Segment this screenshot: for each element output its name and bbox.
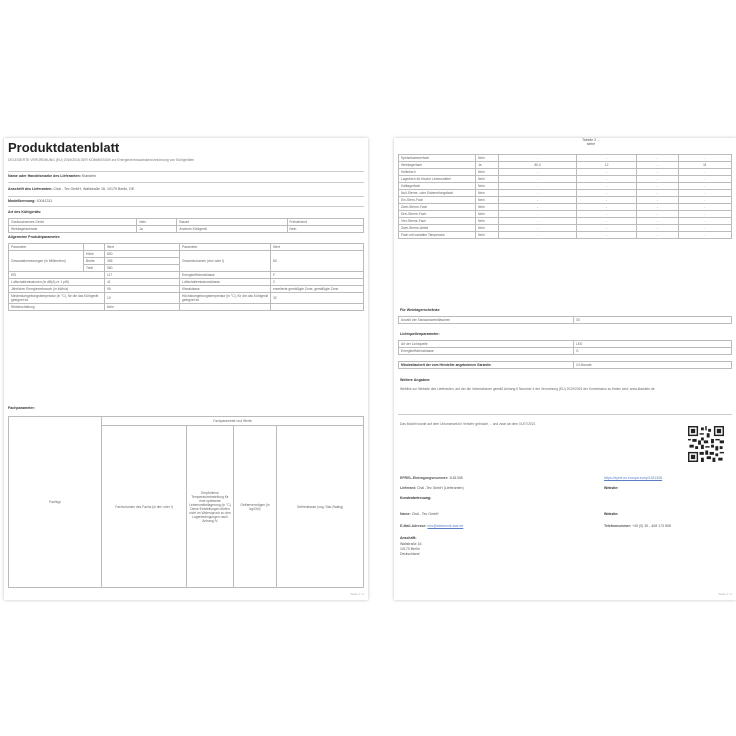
table-cell: Mindestumgebungstemperatur (in °C), für die das Kühlgerät geeignet ist (9, 293, 105, 304)
table-row (399, 211, 732, 218)
table-cell: Klimaklasse (180, 286, 271, 293)
address-label: Anschrift: (400, 536, 417, 540)
table-cell: 117 (105, 272, 180, 279)
table-row (399, 362, 732, 369)
table-cell: - (577, 176, 637, 183)
table-cell: - (499, 218, 577, 225)
table-row (399, 190, 732, 197)
table-cell: Fach mit variabler Temperatur (399, 232, 476, 239)
table-cell: - (499, 204, 577, 211)
address-label: Anschrift des Lieferanten: (8, 187, 53, 191)
address-line: 10179 Berlin (400, 547, 420, 551)
table-cell: Tiefe (84, 265, 105, 272)
table-cell: Weinlagerschrank (9, 226, 137, 233)
table-cell: 800 (105, 251, 180, 258)
phone-label: Telefonnummer: (604, 524, 632, 528)
table-cell: Kellerfach (399, 169, 476, 176)
table-row (399, 169, 732, 176)
table-cell: - (499, 183, 577, 190)
table-row (399, 183, 732, 190)
table-cell: Zwei-Sterne-Abteil (399, 225, 476, 232)
table-cell: - (499, 232, 577, 239)
fach-table (8, 416, 364, 588)
divider (8, 196, 364, 197)
light-heading: Lichtquellenparameter: (400, 332, 440, 336)
table-cell: - (678, 232, 731, 239)
table-cell: - (577, 197, 637, 204)
table-header-cell (84, 244, 105, 251)
table-cell: Nein (476, 218, 499, 225)
table-header-row (9, 417, 364, 426)
table-cell: Null-Sterne- oder Eisbereitungsfach (399, 190, 476, 197)
table-cell: 355 (105, 258, 180, 265)
name-value: Chal - Tec GmbH (411, 512, 439, 516)
table-header-row (9, 244, 364, 251)
table-cell: 10 (105, 293, 180, 304)
table-cell: Lagerfach für frische Lebensmittel (399, 176, 476, 183)
table-cell: Nein (476, 169, 499, 176)
table-header-cell: Wert (105, 244, 180, 251)
table-cell (271, 304, 364, 311)
table-cell: Nein (137, 219, 177, 226)
datasheet-page-2 (394, 138, 736, 600)
table-cell: Energieeffizienzklasse (180, 272, 271, 279)
table-cell: Freistehend (287, 219, 363, 226)
regulation-text: DELEGIERTE VERORDNUNG (EU) 2019/2016 DER KOMMISSION zur Energieverbrauchskennzeichnung von Kühlgeräten (8, 158, 195, 162)
table-cell: - (636, 183, 678, 190)
table-reference: Tabelle 3 ... siehe (582, 138, 600, 146)
table-cell: - (636, 204, 678, 211)
qr-code-icon (688, 426, 724, 462)
table-cell: Nein (476, 197, 499, 204)
table-cell: - (577, 204, 637, 211)
website2-label: Website: (604, 512, 619, 516)
warranty-value: 24 Monate (574, 362, 732, 369)
table-cell: Nein (476, 190, 499, 197)
table-cell: Winterschaltung (9, 304, 105, 311)
compartment-table (398, 154, 732, 239)
address-line: Wallstraße 16 (400, 542, 422, 546)
table-cell: Drei-Sterne-Fach (399, 211, 476, 218)
table-cell: F (271, 272, 364, 279)
type-table (8, 218, 364, 233)
table-cell: Art der Lichtquelle (399, 341, 574, 348)
table-cell: 41 (105, 279, 180, 286)
table-cell: Anzahl der Standardweinflaschen (399, 317, 574, 324)
divider (398, 414, 732, 415)
page-number: Seite 2 / 2 (718, 592, 732, 596)
table-cell: Luftschallemissionen (in dB(A) re 1 pW) (9, 279, 105, 286)
table-cell: Ja (137, 226, 177, 233)
name-row (400, 512, 438, 517)
eprel-value: 1181308 (449, 476, 463, 480)
additional-heading: Weitere Angaben: (400, 378, 431, 382)
table-cell: - (678, 176, 731, 183)
table-cell: 32 (271, 293, 364, 304)
table-cell: - (499, 190, 577, 197)
table-row (399, 162, 732, 169)
supplier-value: Klarstein (81, 174, 96, 178)
table-cell: Ja (476, 162, 499, 169)
table-cell: Höhe (84, 251, 105, 258)
table-header-cell: Fachparameter und Werte (102, 417, 364, 426)
table-cell (180, 304, 271, 311)
table-cell: - (678, 225, 731, 232)
table-header-cell: Parameter (9, 244, 84, 251)
table-cell: 80 (271, 251, 364, 272)
eprel-link[interactable]: https://eprel.ec.europa.eu/qr/1181308 (604, 476, 663, 480)
page-number: Seite 1 / 2 (350, 592, 364, 596)
table-row (399, 348, 732, 355)
table-cell: M (678, 162, 731, 169)
table-cell: Nein (476, 211, 499, 218)
table-cell: Kaltlagerfach (399, 183, 476, 190)
page-title: Produktdatenblatt (8, 140, 120, 155)
table-header-cell: Empfohlene Temperatureinstellung für eine optimierte Lebensmittellagerung (in °C) Diese Einstellungen dürfen nicht im Widerspruch zu den Lagerbedingungen nach Anhang IV (187, 426, 234, 588)
table-cell: Zwei-Sterne-Fach (399, 204, 476, 211)
table-cell: - (678, 190, 731, 197)
table-row (399, 232, 732, 239)
table-row (399, 197, 732, 204)
customer-service-heading: Kundenbetreuung: (400, 496, 432, 500)
table-cell: Nein (287, 226, 363, 233)
table-row (9, 272, 364, 279)
model-row (8, 199, 364, 203)
table-cell: - (636, 218, 678, 225)
eprel-label: EPREL-Eintragungsnummer: (400, 476, 449, 480)
table-row (9, 219, 364, 226)
warranty-label: Mindestlaufzeit der vom Hersteller angebotenen Garantie: (399, 362, 574, 369)
table-cell: Breite (84, 258, 105, 265)
model-value: 10041311 (36, 199, 53, 203)
supplier-label: Name oder Handelsmarke des Lieferanten: (8, 174, 81, 178)
table-row (9, 251, 364, 258)
table-cell: - (678, 211, 731, 218)
table-cell: - (577, 169, 637, 176)
table-cell: Weinlagerfach (399, 162, 476, 169)
table-cell: - (577, 225, 637, 232)
table-cell: Gesamtvolumen (dm³ oder l) (180, 251, 271, 272)
table-row (9, 293, 364, 304)
type-heading: Art des Kühlgeräts: (8, 210, 42, 214)
table-header-cell: Parameter (180, 244, 271, 251)
table-cell: Nein (476, 183, 499, 190)
compartment-body (399, 155, 732, 239)
table-cell: - (499, 176, 577, 183)
email-link[interactable]: info@elektronik-star.de (427, 524, 464, 528)
table-cell: - (636, 155, 678, 162)
supplier-row (400, 486, 464, 491)
email-label: E-Mail-Adresse: (400, 524, 427, 528)
table-cell: 12 (577, 162, 637, 169)
supplier-value: Chal -Tec GmbH (Lieferanten) (416, 486, 464, 490)
address-value: Chal - Tec GmbH, Wallstraße 16, 10179 Berlin, DE (53, 187, 135, 191)
name-label: Name: (400, 512, 411, 516)
table-cell: Ein-Stern-Fach (399, 197, 476, 204)
table-cell: - (577, 218, 637, 225)
divider (8, 206, 364, 207)
table-cell: - (636, 211, 678, 218)
table-cell: Nein (476, 204, 499, 211)
table-cell: 80,0 (499, 162, 577, 169)
table-cell: - (636, 169, 678, 176)
divider (8, 182, 364, 183)
table-cell: - (636, 197, 678, 204)
table-header-cell: Gefriervermögen (in kg/24h) (234, 426, 277, 588)
bottle-table (398, 316, 732, 324)
table-cell: Nein (476, 232, 499, 239)
model-label: Modellkennung: (8, 199, 36, 203)
table-cell: 95 (105, 286, 180, 293)
table-header-cell: Fachvolumen des Fachs (in dm³ oder l) (102, 426, 187, 588)
table-cell: 580 (105, 265, 180, 272)
table-cell: Speisekammerfach (399, 155, 476, 162)
table-cell: Energieeffizienzklasse (399, 348, 574, 355)
table-cell: Nein (105, 304, 180, 311)
weinlager-heading: Für Weinlagerschränke (400, 308, 440, 312)
table-header-cell: Gefrierklasse (sog. Star-Rating) (277, 426, 364, 588)
params-table (8, 243, 364, 311)
table-row (9, 304, 364, 311)
divider (8, 171, 364, 172)
table-cell: - (499, 169, 577, 176)
market-text: Das Modell wurde auf dem Unionsmarkt in Verkehr gebracht ... und zwar ab dem 01/07/2021 (400, 422, 536, 426)
supplier-row (8, 174, 364, 178)
table-cell: - (577, 232, 637, 239)
table-row (9, 226, 364, 233)
table-cell: Nein (476, 176, 499, 183)
table-cell: Anderes Kühlgerät (177, 226, 287, 233)
table-cell: - (678, 197, 731, 204)
table-cell: - (678, 155, 731, 162)
table-cell: EEI (9, 272, 105, 279)
table-cell: C (271, 279, 364, 286)
table-cell: Jährlicher Energieverbrauch (in kWh/a) (9, 286, 105, 293)
additional-text: Weblink zur Website des Lieferanten, auf der die Informationen gemäß Anhang II Nummer 4 der Verordnung (EU) 2019/2019 der Kommission zu finden sind: www.klarstein.de (400, 387, 655, 391)
params-heading: Allgemeine Produktparameter: (8, 235, 61, 239)
table-cell: - (577, 190, 637, 197)
table-cell: - (499, 197, 577, 204)
table-cell: - (636, 225, 678, 232)
table-row (399, 155, 732, 162)
table-cell: - (577, 155, 637, 162)
phone-row (604, 524, 671, 529)
table-row (399, 204, 732, 211)
fach-heading: Fachparameter: (8, 406, 35, 410)
table-row (399, 317, 732, 324)
address-row (8, 187, 364, 191)
table-cell: - (499, 211, 577, 218)
table-cell: - (499, 225, 577, 232)
table-cell: - (678, 218, 731, 225)
table-cell: - (636, 190, 678, 197)
eprel-row (400, 476, 463, 481)
table-cell: erweiterte gemäßigte Zone, gemäßigte Zone (271, 286, 364, 293)
table-cell: Höchstumgebungstemperatur (in °C), für die das Kühlgerät geeignet ist (180, 293, 271, 304)
table-cell: LED (574, 341, 732, 348)
website-label: Website: (604, 486, 619, 490)
table-cell: Nein (476, 155, 499, 162)
table-cell: - (499, 155, 577, 162)
email-row (400, 524, 463, 529)
table-cell: Geräuscharmes Gerät (9, 219, 137, 226)
table-cell: Luftschallemissionsklasse (180, 279, 271, 286)
table-row (399, 176, 732, 183)
table-cell: Nein (476, 225, 499, 232)
table-cell: G (574, 348, 732, 355)
table-cell: Bauart (177, 219, 287, 226)
table-row (399, 225, 732, 232)
table-cell: - (577, 183, 637, 190)
datasheet-page-1 (4, 138, 368, 600)
table-row (399, 218, 732, 225)
table-row (9, 279, 364, 286)
light-table (398, 340, 732, 355)
table-header-cell: Fachtyp (9, 417, 102, 588)
table-cell: - (678, 204, 731, 211)
phone-value: +49 (0) 30 - 408 173 508 (632, 524, 671, 528)
address-line: Deutschland (400, 552, 420, 556)
table-cell: - (636, 176, 678, 183)
table-cell: - (577, 211, 637, 218)
table-row (9, 286, 364, 293)
supplier-label: Lieferant: (400, 486, 416, 490)
table-cell: Gesamtabmessungen (in Millimetern) (9, 251, 84, 272)
table-cell: - (636, 162, 678, 169)
warranty-table (398, 361, 732, 369)
table-cell: Vier-Sterne-Fach (399, 218, 476, 225)
table-row (399, 341, 732, 348)
table-cell: - (678, 169, 731, 176)
table-header-cell: Wert (271, 244, 364, 251)
table-cell: 33 (574, 317, 732, 324)
table-cell: - (636, 232, 678, 239)
table-cell: - (678, 183, 731, 190)
